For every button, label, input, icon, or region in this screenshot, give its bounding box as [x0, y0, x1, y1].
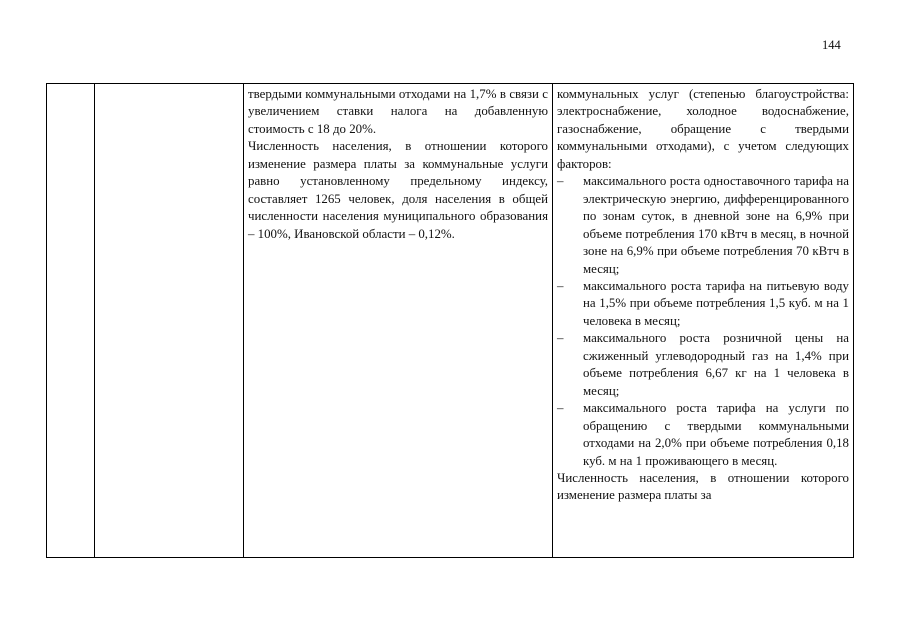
dash-bullet: –: [557, 331, 564, 346]
table-row: [47, 84, 854, 558]
factors-list: [557, 173, 849, 470]
list-item: [557, 400, 849, 470]
page-number: 144: [822, 38, 841, 52]
dash-bullet: –: [557, 278, 564, 293]
closing-paragraph: Численность населения, в отношении которого изменение размера платы за: [557, 470, 849, 503]
dash-bullet: –: [557, 401, 564, 416]
list-item-text: максимального роста розничной цены на сжиженный углеводородный газ на 1,4% при объеме потребления 6,67 кг на 1 человека в месяц;: [583, 331, 849, 398]
factors-intro: коммунальных услуг (степенью благоустройства: электроснабжение, холодное водоснабжение, газоснабжение, обращение с твердыми коммунальными отходами), с учетом следующих факторов:: [557, 87, 849, 171]
cell-number: [47, 84, 95, 558]
list-item-text: максимального роста одноставочного тарифа на электрическую энергию, дифференцированного по зонам суток, в дневной зоне на 6,9% при объеме потребления 170 кВтч в месяц, в ночной зоне на 6,9% при объеме потребления 70 кВтч в месяц;: [583, 174, 849, 276]
dash-bullet: –: [557, 174, 564, 189]
cell-municipality: [95, 84, 244, 558]
list-item: [557, 173, 849, 278]
cell-factors: [553, 84, 854, 558]
document-table: [46, 83, 854, 558]
list-item-text: максимального роста тарифа на услуги по обращению с твердыми коммунальными отходами на 2,0% при объеме потребления 0,18 куб. м на 1 проживающего в месяц.: [583, 401, 849, 468]
paragraph: Численность населения, в отношении которого изменение размера платы за коммунальные услуги равно установленному предельному индексу, составляет 1265 человек, доля населения в общей численности населения муниципального образования – 100%, Ивановской области – 0,12%.: [248, 139, 548, 241]
list-item-text: максимального роста тарифа на питьевую воду на 1,5% при объеме потребления 1,5 куб. м на 1 человека в месяц;: [583, 278, 849, 328]
list-item: [557, 330, 849, 400]
paragraph: твердыми коммунальными отходами на 1,7% в связи с увеличением ставки налога на добавленную стоимость с 18 до 20%.: [248, 87, 548, 136]
cell-justification: [244, 84, 553, 558]
list-item: [557, 278, 849, 330]
